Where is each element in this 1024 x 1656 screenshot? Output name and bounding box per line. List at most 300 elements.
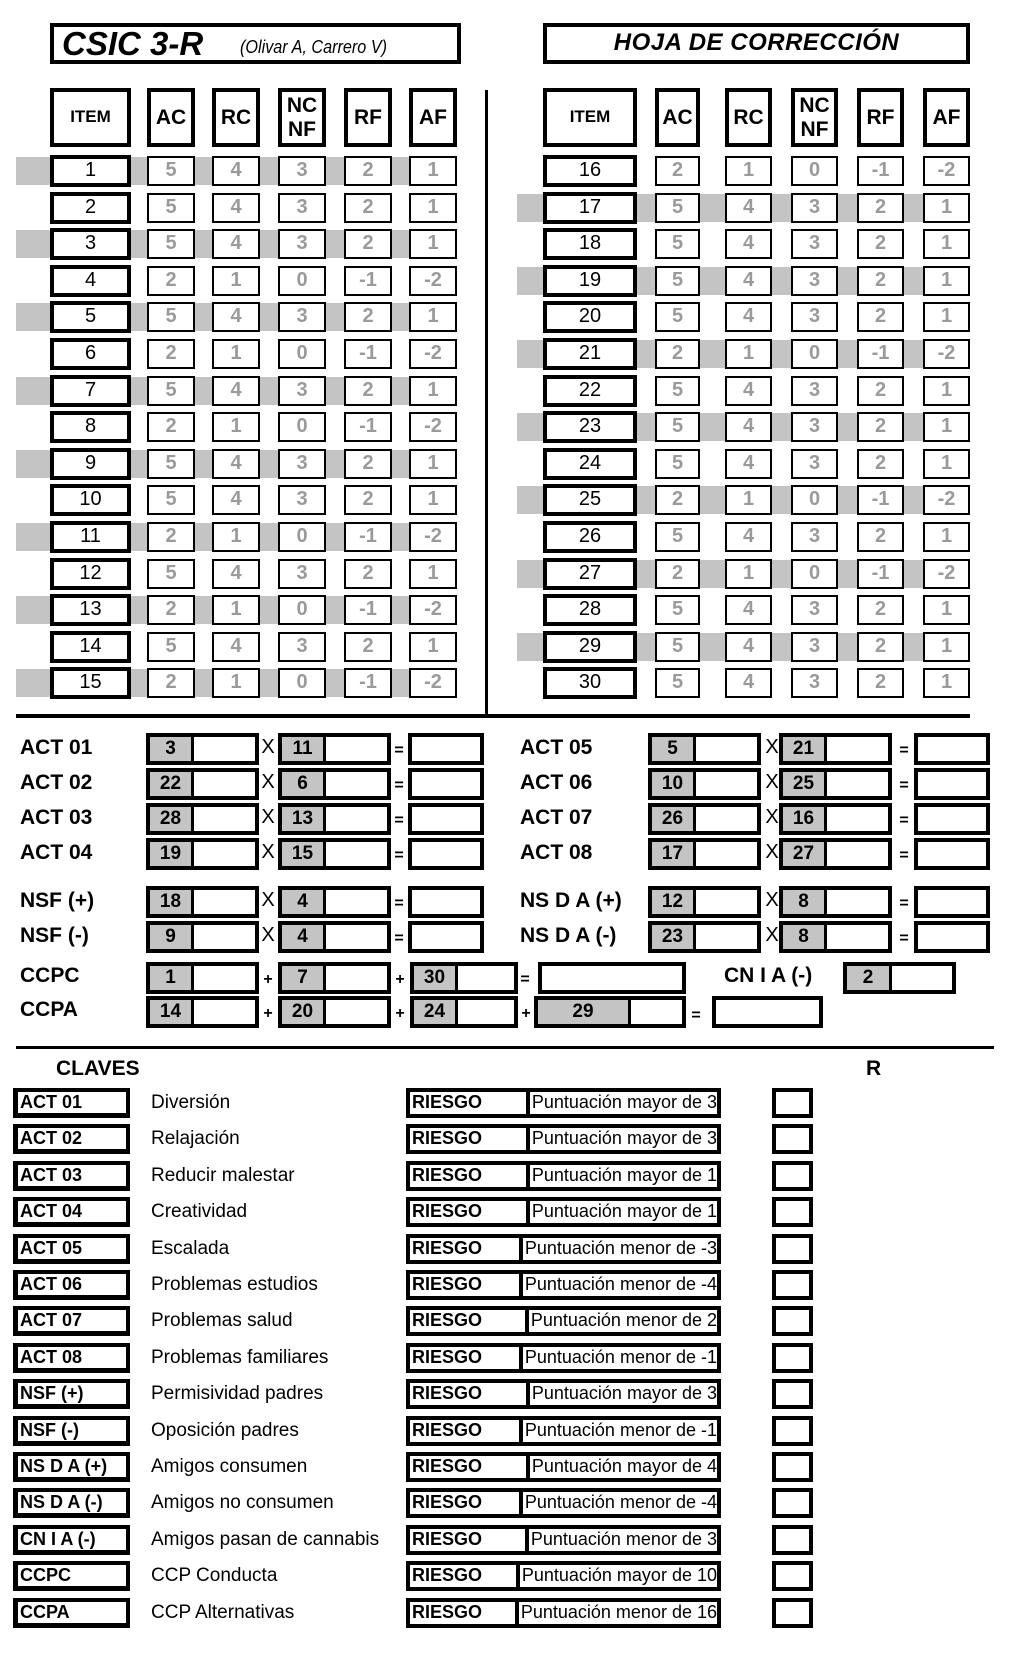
risk-threshold: Puntuación mayor de 1 <box>531 1165 717 1185</box>
item-score-box[interactable] <box>146 886 259 918</box>
score-ncnf[interactable]: 0 <box>791 559 838 589</box>
result-box[interactable] <box>408 733 484 765</box>
score-rf[interactable]: 2 <box>857 193 904 223</box>
score-ncnf[interactable]: 0 <box>791 339 838 369</box>
score-ncnf[interactable]: 3 <box>791 193 838 223</box>
risk-label: RIESGO <box>410 1529 529 1551</box>
item-score-box[interactable] <box>779 921 892 953</box>
key-code: NS D A (-) <box>13 1488 130 1518</box>
score-rc[interactable]: 4 <box>212 485 260 515</box>
ccpa-result-box[interactable] <box>712 996 823 1028</box>
item-number: 6 <box>50 338 131 370</box>
score-ac[interactable]: 2 <box>655 485 700 515</box>
header-nf-label: NF <box>800 117 829 141</box>
risk-check-box[interactable] <box>772 1234 813 1264</box>
risk-threshold: Puntuación menor de -1 <box>524 1347 717 1367</box>
score-rf[interactable]: 2 <box>344 485 392 515</box>
result-box[interactable] <box>408 838 484 870</box>
item-number: 9 <box>50 448 131 480</box>
score-ac[interactable]: 5 <box>147 485 195 515</box>
score-rc[interactable]: 4 <box>725 522 772 552</box>
score-ac[interactable]: 5 <box>147 193 195 223</box>
risk-check-box[interactable] <box>772 1124 813 1154</box>
item-score-box[interactable] <box>278 962 391 994</box>
item-score-box[interactable] <box>648 803 761 835</box>
score-af[interactable]: 1 <box>409 485 457 515</box>
item-number: 1 <box>50 155 131 187</box>
score-ac[interactable]: 5 <box>655 266 700 296</box>
risk-label: RIESGO <box>410 1492 523 1514</box>
score-ac[interactable]: 5 <box>655 449 700 479</box>
score-af[interactable]: -2 <box>409 668 457 698</box>
item-score-box[interactable] <box>779 838 892 870</box>
score-af[interactable]: -2 <box>409 412 457 442</box>
score-ncnf[interactable]: 0 <box>278 266 326 296</box>
risk-check-box[interactable] <box>772 1088 813 1118</box>
risk-label: RIESGO <box>410 1238 523 1260</box>
score-af[interactable]: 1 <box>923 668 970 698</box>
score-ncnf[interactable]: 3 <box>791 376 838 406</box>
score-af[interactable]: 1 <box>409 302 457 332</box>
score-rc[interactable]: 1 <box>212 668 260 698</box>
plus-sign: + <box>263 1005 273 1022</box>
score-ncnf[interactable]: 3 <box>791 632 838 662</box>
score-rf[interactable]: 2 <box>344 193 392 223</box>
risk-criterion <box>406 1234 721 1264</box>
score-ac[interactable]: 5 <box>147 302 195 332</box>
equals-sign: = <box>899 742 909 759</box>
score-ac[interactable]: 5 <box>655 668 700 698</box>
risk-criterion <box>406 1270 721 1300</box>
score-ncnf[interactable]: 0 <box>278 595 326 625</box>
score-af[interactable]: 1 <box>409 193 457 223</box>
score-rc[interactable]: 4 <box>725 266 772 296</box>
score-ac[interactable]: 5 <box>655 193 700 223</box>
risk-label: RIESGO <box>410 1420 523 1442</box>
item-score-box[interactable] <box>278 768 391 800</box>
key-description: Problemas estudios <box>151 1274 318 1295</box>
score-ac[interactable]: 5 <box>655 376 700 406</box>
item-reference: 25 <box>783 772 827 796</box>
score-ncnf[interactable]: 3 <box>278 376 326 406</box>
score-ac[interactable]: 2 <box>147 522 195 552</box>
item-reference: 5 <box>652 737 696 761</box>
score-rf[interactable]: 2 <box>344 229 392 259</box>
risk-check-box[interactable] <box>772 1416 813 1446</box>
risk-criterion <box>406 1088 721 1118</box>
risk-check-box[interactable] <box>772 1379 813 1409</box>
score-ncnf[interactable]: 3 <box>278 156 326 186</box>
key-code: ACT 02 <box>13 1124 130 1154</box>
score-rf[interactable]: -1 <box>344 412 392 442</box>
score-rc[interactable]: 4 <box>212 302 260 332</box>
test-authors: (Olivar A, Carrero V) <box>240 37 388 57</box>
score-rc[interactable]: 1 <box>725 485 772 515</box>
score-ncnf[interactable]: 0 <box>791 156 838 186</box>
risk-check-box[interactable] <box>772 1270 813 1300</box>
item-score-box[interactable] <box>278 733 391 765</box>
key-code: ACT 03 <box>13 1161 130 1191</box>
score-rf[interactable]: 2 <box>857 229 904 259</box>
score-ac[interactable]: 5 <box>147 229 195 259</box>
item-score-box[interactable] <box>648 838 761 870</box>
score-ac[interactable]: 5 <box>655 595 700 625</box>
key-description: CCP Alternativas <box>151 1602 295 1623</box>
item-reference: 11 <box>282 737 326 761</box>
score-rc[interactable]: 1 <box>212 522 260 552</box>
item-reference: 18 <box>150 890 194 914</box>
r-heading: R <box>866 1057 882 1080</box>
multiply-sign: X <box>261 736 275 758</box>
score-ncnf[interactable]: 0 <box>278 522 326 552</box>
score-ac[interactable]: 2 <box>655 156 700 186</box>
multiply-sign: X <box>261 806 275 828</box>
multiply-sign: X <box>261 771 275 793</box>
score-af[interactable]: -2 <box>923 485 970 515</box>
item-reference: 2 <box>847 966 892 990</box>
score-af[interactable]: 1 <box>409 449 457 479</box>
score-af[interactable]: 1 <box>923 632 970 662</box>
score-rc[interactable]: 1 <box>212 595 260 625</box>
score-rf[interactable]: -1 <box>344 668 392 698</box>
score-rf[interactable]: 2 <box>857 412 904 442</box>
risk-check-box[interactable] <box>772 1598 813 1628</box>
score-rf[interactable]: -1 <box>857 559 904 589</box>
item-score-box[interactable] <box>843 962 956 994</box>
score-ncnf[interactable]: 0 <box>278 339 326 369</box>
item-reference: 17 <box>652 842 696 866</box>
result-box[interactable] <box>914 921 990 953</box>
score-rc[interactable]: 4 <box>212 559 260 589</box>
multiply-sign: X <box>765 841 779 863</box>
result-box[interactable] <box>914 886 990 918</box>
item-score-box[interactable] <box>146 768 259 800</box>
risk-label: RIESGO <box>410 1347 523 1369</box>
item-score-box[interactable] <box>648 921 761 953</box>
score-af[interactable]: -2 <box>409 266 457 296</box>
risk-label: RIESGO <box>410 1092 530 1114</box>
score-rc[interactable]: 4 <box>725 229 772 259</box>
result-box[interactable] <box>408 768 484 800</box>
key-description: Problemas familiares <box>151 1347 329 1368</box>
score-af[interactable]: 1 <box>923 376 970 406</box>
item-score-box[interactable] <box>278 803 391 835</box>
risk-check-box[interactable] <box>772 1306 813 1336</box>
score-ncnf[interactable]: 0 <box>278 412 326 442</box>
score-rf[interactable]: 2 <box>857 302 904 332</box>
calc-label: ACT 05 <box>520 736 593 759</box>
equals-sign: = <box>394 847 404 864</box>
score-rf[interactable]: -1 <box>344 595 392 625</box>
header-item-left: ITEM <box>50 88 131 147</box>
item-reference: 22 <box>150 772 194 796</box>
score-rc[interactable]: 1 <box>212 412 260 442</box>
score-rc[interactable]: 4 <box>725 632 772 662</box>
score-ac[interactable]: 2 <box>147 595 195 625</box>
score-rf[interactable]: -1 <box>344 522 392 552</box>
equals-sign: = <box>394 930 404 947</box>
risk-check-box[interactable] <box>772 1488 813 1518</box>
score-rc[interactable]: 4 <box>725 193 772 223</box>
equals-sign: = <box>520 971 530 988</box>
score-rf[interactable]: 2 <box>344 156 392 186</box>
result-box[interactable] <box>914 768 990 800</box>
score-ac[interactable]: 5 <box>655 412 700 442</box>
item-score-box[interactable] <box>146 803 259 835</box>
score-af[interactable]: -2 <box>409 522 457 552</box>
score-ncnf[interactable]: 3 <box>791 668 838 698</box>
score-ncnf[interactable]: 3 <box>278 559 326 589</box>
risk-threshold: Puntuación menor de 16 <box>520 1602 717 1622</box>
score-rc[interactable]: 4 <box>725 412 772 442</box>
key-description: Oposición padres <box>151 1420 299 1441</box>
risk-threshold: Puntuación menor de -4 <box>524 1274 717 1294</box>
score-af[interactable]: 1 <box>409 229 457 259</box>
score-af[interactable]: 1 <box>923 449 970 479</box>
score-ac[interactable]: 2 <box>147 339 195 369</box>
score-ac[interactable]: 2 <box>147 668 195 698</box>
ccpc-label: CCPC <box>20 964 80 987</box>
item-number: 25 <box>543 484 637 516</box>
risk-criterion <box>406 1124 721 1154</box>
score-ncnf[interactable]: 3 <box>791 522 838 552</box>
header-af-right: AF <box>923 88 970 147</box>
score-af[interactable]: -2 <box>409 595 457 625</box>
score-af[interactable]: 1 <box>923 193 970 223</box>
risk-check-box[interactable] <box>772 1452 813 1482</box>
score-af[interactable]: -2 <box>409 339 457 369</box>
score-ac[interactable]: 5 <box>147 449 195 479</box>
item-score-box[interactable] <box>648 886 761 918</box>
score-af[interactable]: -2 <box>923 339 970 369</box>
score-rc[interactable]: 4 <box>725 668 772 698</box>
score-rc[interactable]: 4 <box>725 449 772 479</box>
score-af[interactable]: 1 <box>923 229 970 259</box>
score-af[interactable]: 1 <box>923 522 970 552</box>
item-score-box[interactable] <box>648 733 761 765</box>
item-score-box[interactable] <box>779 768 892 800</box>
item-score-box[interactable] <box>146 733 259 765</box>
item-score-box[interactable] <box>146 996 259 1028</box>
score-ncnf[interactable]: 3 <box>791 412 838 442</box>
score-rf[interactable]: 2 <box>857 449 904 479</box>
key-code: NSF (-) <box>13 1416 130 1446</box>
result-box[interactable] <box>408 921 484 953</box>
score-ncnf[interactable]: 3 <box>278 485 326 515</box>
item-reference: 14 <box>150 1000 194 1024</box>
item-score-box[interactable] <box>534 996 686 1028</box>
score-rc[interactable]: 4 <box>725 595 772 625</box>
item-score-box[interactable] <box>278 886 391 918</box>
calc-label: ACT 03 <box>20 806 93 829</box>
score-ncnf[interactable]: 3 <box>791 449 838 479</box>
item-score-box[interactable] <box>278 921 391 953</box>
key-description: Diversión <box>151 1092 231 1113</box>
ccpc-result-box[interactable] <box>538 962 686 994</box>
key-description: Amigos consumen <box>151 1456 308 1477</box>
item-score-box[interactable] <box>146 838 259 870</box>
risk-criterion <box>406 1197 721 1227</box>
result-box[interactable] <box>914 803 990 835</box>
score-ncnf[interactable]: 3 <box>278 302 326 332</box>
risk-label: RIESGO <box>410 1274 523 1296</box>
score-ac[interactable]: 5 <box>655 302 700 332</box>
risk-criterion <box>406 1452 721 1482</box>
result-box[interactable] <box>408 886 484 918</box>
score-rf[interactable]: 2 <box>344 376 392 406</box>
risk-criterion <box>406 1379 721 1409</box>
score-rc[interactable]: 4 <box>725 302 772 332</box>
score-af[interactable]: 1 <box>409 156 457 186</box>
score-rf[interactable]: -1 <box>857 339 904 369</box>
risk-check-box[interactable] <box>772 1197 813 1227</box>
score-rc[interactable]: 4 <box>725 376 772 406</box>
score-af[interactable]: 1 <box>923 266 970 296</box>
score-rf[interactable]: 2 <box>857 522 904 552</box>
score-af[interactable]: 1 <box>923 412 970 442</box>
risk-criterion <box>406 1306 721 1336</box>
plus-sign: + <box>395 971 405 988</box>
key-description: Creatividad <box>151 1201 248 1222</box>
score-af[interactable]: -2 <box>923 559 970 589</box>
score-rc[interactable]: 4 <box>212 193 260 223</box>
score-rc[interactable]: 4 <box>212 632 260 662</box>
score-af[interactable]: 1 <box>923 302 970 332</box>
risk-threshold: Puntuación menor de 2 <box>530 1310 717 1330</box>
score-ncnf[interactable]: 3 <box>278 229 326 259</box>
score-rf[interactable]: 2 <box>344 632 392 662</box>
score-ncnf[interactable]: 3 <box>278 632 326 662</box>
score-rf[interactable]: 2 <box>344 302 392 332</box>
score-rf[interactable]: 2 <box>857 266 904 296</box>
score-rc[interactable]: 4 <box>212 229 260 259</box>
header-ac-right: AC <box>655 88 700 147</box>
item-score-box[interactable] <box>410 962 518 994</box>
item-score-box[interactable] <box>146 962 259 994</box>
score-rc[interactable]: 4 <box>212 376 260 406</box>
score-rc[interactable]: 1 <box>725 559 772 589</box>
result-box[interactable] <box>914 733 990 765</box>
key-description: Escalada <box>151 1238 230 1259</box>
item-score-box[interactable] <box>779 733 892 765</box>
score-rf[interactable]: -1 <box>857 156 904 186</box>
score-rf[interactable]: -1 <box>344 266 392 296</box>
score-ncnf[interactable]: 3 <box>278 449 326 479</box>
score-ac[interactable]: 5 <box>147 156 195 186</box>
calc-label: NS D A (+) <box>520 889 622 912</box>
score-ac[interactable]: 5 <box>147 376 195 406</box>
score-rf[interactable]: 2 <box>857 668 904 698</box>
item-reference: 12 <box>652 890 696 914</box>
calc-label: NS D A (-) <box>520 924 617 947</box>
risk-check-box[interactable] <box>772 1343 813 1373</box>
item-number: 19 <box>543 265 637 297</box>
header-ncnf-left <box>278 88 326 147</box>
risk-check-box[interactable] <box>772 1525 813 1555</box>
score-ncnf[interactable]: 3 <box>791 595 838 625</box>
section-divider <box>16 714 970 718</box>
item-reference: 4 <box>282 890 326 914</box>
score-ncnf[interactable]: 0 <box>278 668 326 698</box>
score-ncnf[interactable]: 3 <box>791 266 838 296</box>
score-ncnf[interactable]: 3 <box>791 302 838 332</box>
item-score-box[interactable] <box>779 803 892 835</box>
score-rf[interactable]: 2 <box>857 632 904 662</box>
key-code: ACT 04 <box>13 1197 130 1227</box>
item-score-box[interactable] <box>146 921 259 953</box>
score-ac[interactable]: 5 <box>147 559 195 589</box>
score-ac[interactable]: 5 <box>655 522 700 552</box>
score-rc[interactable]: 1 <box>725 156 772 186</box>
result-box[interactable] <box>408 803 484 835</box>
risk-check-box[interactable] <box>772 1561 813 1591</box>
score-rf[interactable]: -1 <box>344 339 392 369</box>
score-rf[interactable]: 2 <box>857 595 904 625</box>
score-af[interactable]: 1 <box>409 632 457 662</box>
risk-threshold: Puntuación mayor de 4 <box>531 1456 717 1476</box>
risk-check-box[interactable] <box>772 1161 813 1191</box>
item-reference: 4 <box>282 925 326 949</box>
score-rf[interactable]: 2 <box>344 449 392 479</box>
key-code: CN I A (-) <box>13 1525 130 1555</box>
item-score-box[interactable] <box>779 886 892 918</box>
score-ac[interactable]: 2 <box>147 412 195 442</box>
sheet-title: HOJA DE CORRECCIÓN <box>543 23 970 64</box>
risk-threshold: Puntuación menor de -4 <box>524 1492 717 1512</box>
equals-sign: = <box>899 847 909 864</box>
score-rc[interactable]: 1 <box>212 339 260 369</box>
result-box[interactable] <box>914 838 990 870</box>
header-ncnf-text <box>799 94 829 142</box>
score-rf[interactable]: 2 <box>857 376 904 406</box>
item-reference: 13 <box>282 807 326 831</box>
item-reference: 3 <box>150 737 194 761</box>
score-ncnf[interactable]: 3 <box>791 229 838 259</box>
score-ac[interactable]: 2 <box>655 559 700 589</box>
score-rc[interactable]: 4 <box>212 156 260 186</box>
score-rc[interactable]: 4 <box>212 449 260 479</box>
item-score-box[interactable] <box>410 996 518 1028</box>
item-score-box[interactable] <box>648 768 761 800</box>
score-ac[interactable]: 5 <box>655 632 700 662</box>
score-ac[interactable]: 5 <box>655 229 700 259</box>
item-score-box[interactable] <box>278 996 391 1028</box>
key-code: NS D A (+) <box>13 1452 130 1482</box>
risk-label: RIESGO <box>410 1602 519 1624</box>
score-rf[interactable]: 2 <box>344 559 392 589</box>
item-score-box[interactable] <box>278 838 391 870</box>
risk-threshold: Puntuación mayor de 10 <box>521 1565 717 1585</box>
score-ac[interactable]: 2 <box>655 339 700 369</box>
score-af[interactable]: 1 <box>409 559 457 589</box>
score-rf[interactable]: -1 <box>857 485 904 515</box>
score-ac[interactable]: 5 <box>147 632 195 662</box>
score-ncnf[interactable]: 0 <box>791 485 838 515</box>
key-code: ACT 08 <box>13 1343 130 1373</box>
score-af[interactable]: 1 <box>409 376 457 406</box>
score-rc[interactable]: 1 <box>212 266 260 296</box>
score-af[interactable]: 1 <box>923 595 970 625</box>
item-number: 26 <box>543 521 637 553</box>
multiply-sign: X <box>765 806 779 828</box>
score-ac[interactable]: 2 <box>147 266 195 296</box>
item-number: 11 <box>50 521 131 553</box>
score-ncnf[interactable]: 3 <box>278 193 326 223</box>
item-number: 28 <box>543 594 637 626</box>
score-rc[interactable]: 1 <box>725 339 772 369</box>
score-af[interactable]: -2 <box>923 156 970 186</box>
plus-sign: + <box>521 1005 531 1022</box>
